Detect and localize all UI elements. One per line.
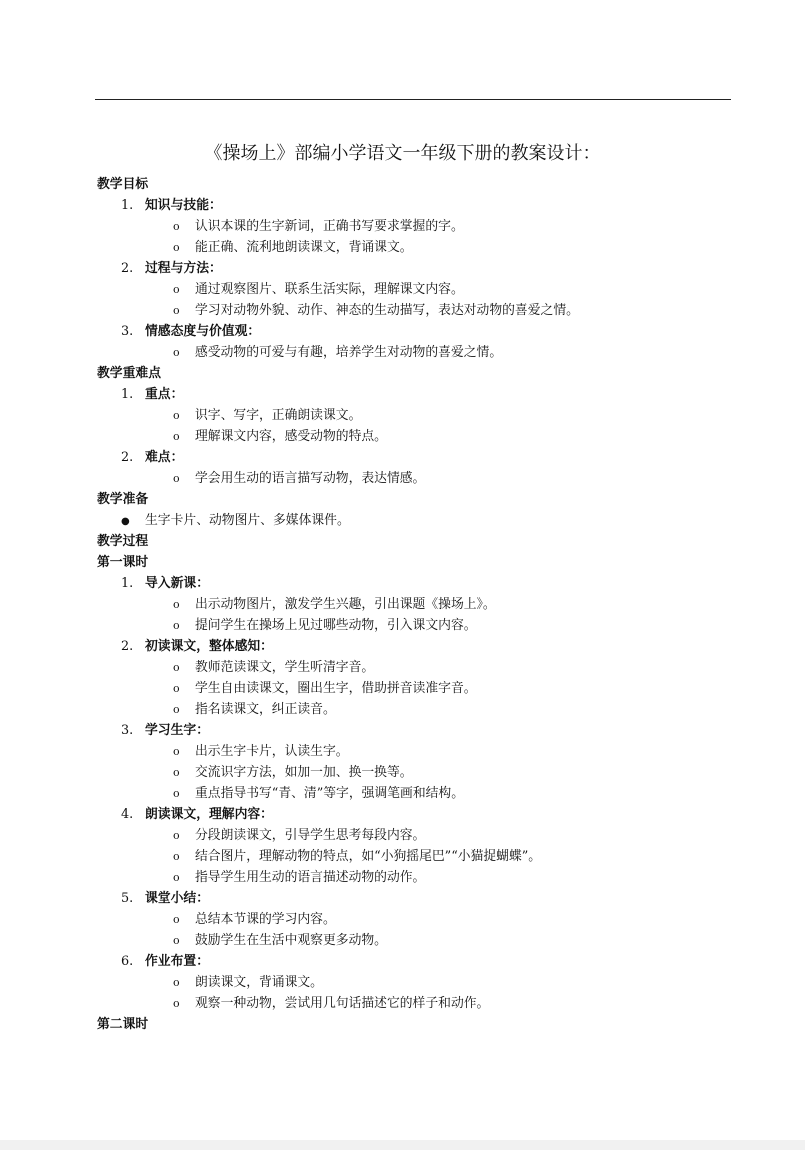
item-label: 重点：: [145, 387, 184, 402]
sub-list-item: [97, 930, 737, 951]
sub-item-text: 能正确、流利地朗读课文，背诵课文。: [195, 240, 413, 255]
numbered-item: [97, 258, 737, 279]
sub-list-item: [97, 846, 737, 867]
sub-list-item: [97, 300, 737, 321]
item-label: 课堂小结：: [145, 891, 209, 906]
circle-bullet-icon: o: [173, 787, 180, 800]
sub-item-text: 指导学生用生动的语言描述动物的动作。: [195, 870, 426, 885]
circle-bullet-icon: o: [173, 661, 180, 674]
item-number: 2.: [121, 261, 134, 276]
circle-bullet-icon: o: [173, 220, 180, 233]
sub-item-text: 指名读课文，纠正读音。: [195, 702, 336, 717]
circle-bullet-icon: o: [173, 241, 180, 254]
section-heading: 教学过程: [97, 534, 149, 549]
sub-item-text: 重点指导书写“青、清”等字，强调笔画和结构。: [195, 786, 465, 801]
circle-bullet-icon: o: [173, 766, 180, 779]
numbered-item: [97, 195, 737, 216]
sub-list-item: [97, 741, 737, 762]
sub-item-text: 教师范读课文，学生听清字音。: [195, 660, 375, 675]
sub-item-text: 结合图片，理解动物的特点，如“小狗摇尾巴”“小猫捉蝴蝶”。: [195, 849, 542, 864]
sub-item-text: 出示生字卡片，认读生字。: [195, 744, 349, 759]
item-label: 导入新课：: [145, 576, 209, 591]
numbered-item: [97, 384, 737, 405]
item-number: 5.: [121, 891, 134, 906]
circle-bullet-icon: o: [173, 850, 180, 863]
circle-bullet-icon: o: [173, 934, 180, 947]
sub-item-text: 交流识字方法，如加一加、换一换等。: [195, 765, 413, 780]
section-heading: 第一课时: [97, 555, 149, 570]
sub-item-text: 学会用生动的语言描写动物，表达情感。: [195, 471, 426, 486]
numbered-item: [97, 951, 737, 972]
sub-item-text: 提问学生在操场上见过哪些动物，引入课文内容。: [195, 618, 477, 633]
item-label: 作业布置：: [145, 954, 209, 969]
sub-item-text: 观察一种动物，尝试用几句话描述它的样子和动作。: [195, 996, 490, 1011]
document-title: 《操场上》部编小学语文一年级下册的教案设计：: [204, 143, 601, 164]
item-label: 朗读课文，理解内容：: [145, 807, 273, 822]
item-label: 初读课文，整体感知：: [145, 639, 273, 654]
item-label: 学习生字：: [145, 723, 209, 738]
disc-bullet-icon: ●: [121, 516, 130, 527]
section-heading: 教学重难点: [97, 366, 161, 381]
sub-list-item: [97, 468, 737, 489]
item-number: 3.: [121, 324, 134, 339]
sub-list-item: [97, 594, 737, 615]
bullet-item: [97, 510, 737, 531]
circle-bullet-icon: o: [173, 976, 180, 989]
circle-bullet-icon: o: [173, 682, 180, 695]
sub-list-item: [97, 426, 737, 447]
circle-bullet-icon: o: [173, 598, 180, 611]
sub-list-item: [97, 699, 737, 720]
sub-list-item: [97, 615, 737, 636]
item-number: 1.: [121, 387, 134, 402]
item-number: 3.: [121, 723, 134, 738]
sub-list-item: [97, 909, 737, 930]
item-number: 2.: [121, 450, 134, 465]
circle-bullet-icon: o: [173, 304, 180, 317]
item-label: 知识与技能：: [145, 198, 222, 213]
item-number: 4.: [121, 807, 134, 822]
sub-item-text: 学生自由读课文，圈出生字，借助拼音读准字音。: [195, 681, 477, 696]
sub-item-text: 分段朗读课文，引导学生思考每段内容。: [195, 828, 426, 843]
sub-item-text: 朗读课文，背诵课文。: [195, 975, 323, 990]
circle-bullet-icon: o: [173, 913, 180, 926]
numbered-item: [97, 573, 737, 594]
numbered-item: [97, 447, 737, 468]
item-number: 6.: [121, 954, 134, 969]
sub-list-item: [97, 216, 737, 237]
circle-bullet-icon: o: [173, 472, 180, 485]
sub-item-text: 识字、写字，正确朗读课文。: [195, 408, 362, 423]
circle-bullet-icon: o: [173, 430, 180, 443]
circle-bullet-icon: o: [173, 745, 180, 758]
sub-list-item: [97, 783, 737, 804]
section-heading: 第二课时: [97, 1017, 149, 1032]
numbered-item: [97, 321, 737, 342]
item-label: 情感态度与价值观：: [145, 324, 261, 339]
numbered-item: [97, 888, 737, 909]
document-body: [97, 174, 737, 1035]
sub-list-item: [97, 993, 737, 1014]
sub-item-text: 认识本课的生字新词，正确书写要求掌握的字。: [195, 219, 464, 234]
numbered-item: [97, 804, 737, 825]
sub-list-item: [97, 237, 737, 258]
item-label: 难点：: [145, 450, 184, 465]
header-rule: [95, 99, 731, 100]
item-label: 过程与方法：: [145, 261, 222, 276]
sub-list-item: [97, 279, 737, 300]
sub-list-item: [97, 678, 737, 699]
item-number: 1.: [121, 198, 134, 213]
sub-item-text: 感受动物的可爱与有趣，培养学生对动物的喜爱之情。: [195, 345, 503, 360]
section-heading: 教学目标: [97, 177, 149, 192]
circle-bullet-icon: o: [173, 829, 180, 842]
circle-bullet-icon: o: [173, 703, 180, 716]
circle-bullet-icon: o: [173, 409, 180, 422]
numbered-item: [97, 720, 737, 741]
sub-item-text: 通过观察图片、联系生活实际，理解课文内容。: [195, 282, 464, 297]
bullet-item-text: 生字卡片、动物图片、多媒体课件。: [145, 513, 350, 528]
sub-list-item: [97, 972, 737, 993]
sub-list-item: [97, 342, 737, 363]
sub-item-text: 鼓励学生在生活中观察更多动物。: [195, 933, 387, 948]
section-heading: 教学准备: [97, 492, 149, 507]
circle-bullet-icon: o: [173, 871, 180, 884]
sub-item-text: 出示动物图片，激发学生兴趣，引出课题《操场上》。: [195, 597, 496, 612]
sub-item-text: 学习对动物外貌、动作、神态的生动描写，表达对动物的喜爱之情。: [195, 303, 579, 318]
sub-item-text: 理解课文内容，感受动物的特点。: [195, 429, 387, 444]
sub-item-text: 总结本节课的学习内容。: [195, 912, 336, 927]
item-number: 1.: [121, 576, 134, 591]
circle-bullet-icon: o: [173, 619, 180, 632]
sub-list-item: [97, 762, 737, 783]
circle-bullet-icon: o: [173, 346, 180, 359]
sub-list-item: [97, 405, 737, 426]
sub-list-item: [97, 825, 737, 846]
circle-bullet-icon: o: [173, 283, 180, 296]
item-number: 2.: [121, 639, 134, 654]
numbered-item: [97, 636, 737, 657]
sub-list-item: [97, 867, 737, 888]
sub-list-item: [97, 657, 737, 678]
circle-bullet-icon: o: [173, 997, 180, 1010]
